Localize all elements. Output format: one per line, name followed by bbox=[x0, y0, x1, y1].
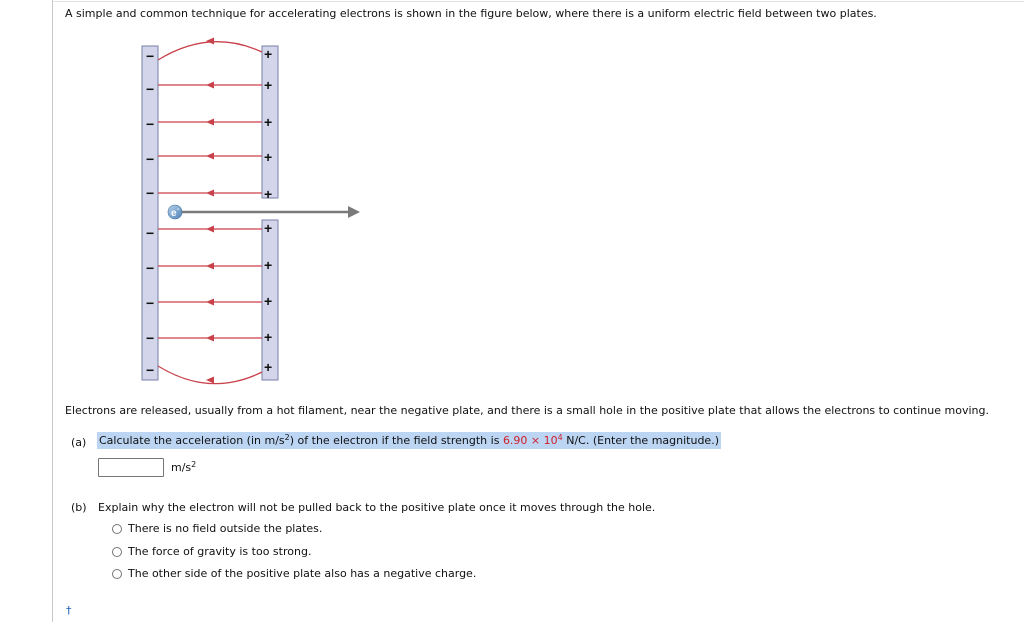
electric-field-figure bbox=[130, 30, 370, 390]
intro-text: A simple and common technique for accelerating electrons is shown in the figure below, where there is a uniform electric field between two plates. bbox=[65, 7, 877, 20]
positive-charge-sign: + bbox=[264, 149, 273, 165]
field-line-arrowhead bbox=[206, 153, 214, 160]
positive-charge-sign: + bbox=[264, 46, 273, 62]
positive-charge-sign: + bbox=[264, 186, 273, 202]
part-a-text-after: N/C. (Enter the magnitude.) bbox=[562, 434, 719, 447]
acceleration-answer-input[interactable] bbox=[98, 458, 164, 477]
field-line-arrowhead bbox=[206, 263, 214, 270]
answer-unit-base: m/s bbox=[171, 461, 192, 474]
field-strength-exponent: 4 bbox=[557, 433, 563, 442]
positive-charge-sign: + bbox=[264, 114, 273, 130]
fringe-arrowhead-bottom bbox=[206, 377, 214, 384]
negative-charge-sign: − bbox=[146, 362, 155, 378]
negative-charge-sign: − bbox=[146, 185, 155, 201]
option-label: The force of gravity is too strong. bbox=[128, 545, 312, 558]
negative-charge-sign: − bbox=[146, 81, 155, 97]
part-a-question bbox=[97, 432, 721, 449]
release-text: Electrons are released, usually from a hot filament, near the negative plate, and there is a small hole in the positive plate that allows the electrons to continue moving. bbox=[65, 404, 989, 417]
answer-unit bbox=[171, 461, 196, 474]
fringe-arrowhead-top bbox=[206, 38, 214, 45]
negative-charge-sign: − bbox=[146, 330, 155, 346]
field-line-arrowhead bbox=[206, 119, 214, 126]
field-line-arrowhead bbox=[206, 190, 214, 197]
option-label: The other side of the positive plate also has a negative charge. bbox=[128, 567, 477, 580]
negative-charge-sign: − bbox=[146, 260, 155, 276]
positive-charge-sign: + bbox=[264, 220, 273, 236]
footnote-dagger: † bbox=[66, 604, 72, 617]
left-margin-rule bbox=[52, 0, 53, 622]
radio-button[interactable] bbox=[112, 569, 122, 579]
answer-unit-exponent: 2 bbox=[191, 460, 197, 469]
negative-charge-sign: − bbox=[146, 151, 155, 167]
positive-charge-sign: + bbox=[264, 77, 273, 93]
part-a-text-before: Calculate the acceleration (in m/s bbox=[99, 434, 285, 447]
fringe-field-line-top bbox=[158, 42, 262, 60]
negative-charge-sign: − bbox=[146, 116, 155, 132]
electron-charge-label: - bbox=[177, 206, 180, 213]
top-divider bbox=[53, 1, 1024, 2]
positive-charge-sign: + bbox=[264, 293, 273, 309]
field-line-arrowhead bbox=[206, 299, 214, 306]
positive-charge-sign: + bbox=[264, 329, 273, 345]
electron-path-arrowhead bbox=[348, 206, 360, 218]
negative-charge-sign: − bbox=[146, 48, 155, 64]
negative-charge-sign: − bbox=[146, 225, 155, 241]
part-b-label: (b) bbox=[71, 501, 87, 514]
field-strength-mantissa: 6.90 × 10 bbox=[502, 434, 558, 447]
part-b-question: Explain why the electron will not be pulled back to the positive plate once it moves through the hole. bbox=[98, 501, 656, 514]
field-line-arrowhead bbox=[206, 226, 214, 233]
electron-label: e bbox=[171, 208, 177, 219]
part-a-unit-exponent: 2 bbox=[284, 433, 290, 442]
field-line-arrowhead bbox=[206, 82, 214, 89]
option-no-field[interactable] bbox=[112, 522, 322, 535]
radio-button[interactable] bbox=[112, 547, 122, 557]
radio-button[interactable] bbox=[112, 524, 122, 534]
option-negative-charge[interactable] bbox=[112, 567, 476, 580]
field-strength-value bbox=[503, 434, 563, 447]
option-gravity[interactable] bbox=[112, 545, 311, 558]
positive-charge-sign: + bbox=[264, 257, 273, 273]
positive-charge-sign: + bbox=[264, 359, 273, 375]
part-a-label: (a) bbox=[71, 436, 87, 449]
field-line-arrowhead bbox=[206, 335, 214, 342]
option-label: There is no field outside the plates. bbox=[128, 522, 323, 535]
part-a-text-mid: ) of the electron if the field strength is bbox=[289, 434, 503, 447]
negative-charge-sign: − bbox=[146, 295, 155, 311]
